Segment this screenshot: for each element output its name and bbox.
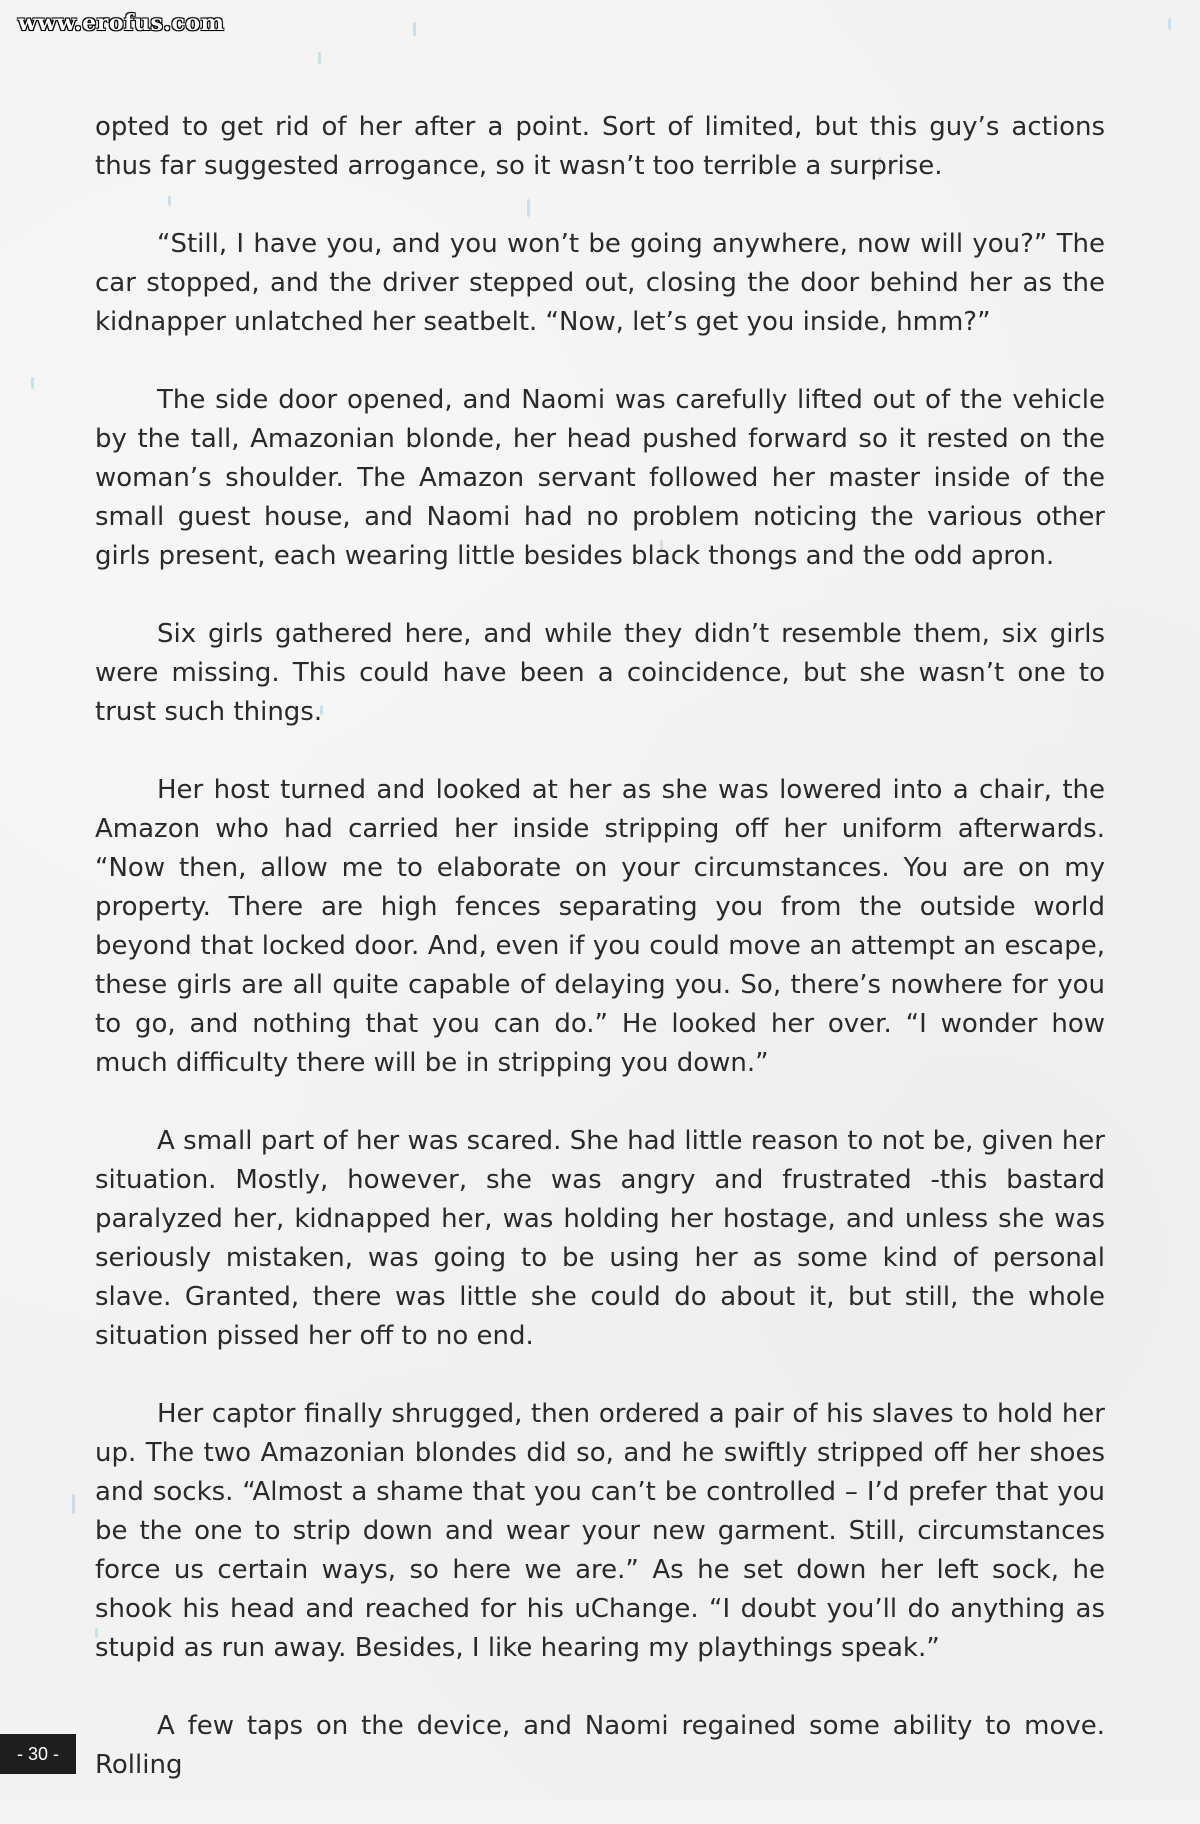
paragraph: opted to get rid of her after a point. Sort of limited, but this guy’s actions thus far suggested arrogance, so it wasn’t too terrible a surprise. <box>95 112 1105 181</box>
paragraph: Her host turned and looked at her as she was lowered into a chair, the Amazon who had carried her inside stripping off her uniform afterwards. “Now then, allow me to elaborate on your circumstances. You are on my property. There are high fences separating you from the outside world beyond that locked door. And, even if you could move an attempt an escape, these girls are all quite capable of delaying you. So, there’s nowhere for you to go, and nothing that you can do.” He looked her over. “I wonder how much difficulty there will be in stripping you down.” <box>95 775 1105 1078</box>
paragraph: Six girls gathered here, and while they didn’t resemble them, six girls were missing. This could have been a coincidence, but she wasn’t one to trust such things. <box>95 619 1105 727</box>
paper-speck <box>31 377 34 389</box>
paragraph: “Still, I have you, and you won’t be going anywhere, now will you?” The car stopped, and the driver stepped out, closing the door behind her as the kidnapper unlatched her seatbelt. “Now, let’s get you inside, hmm?” <box>95 229 1105 337</box>
watermark: www.erofus.com <box>18 10 225 36</box>
page-number: - 30 - <box>0 1734 76 1774</box>
paper-speck <box>1168 18 1171 30</box>
paragraph: Her captor finally shrugged, then ordered a pair of his slaves to hold her up. The two Amazonian blondes did so, and he swiftly stripped off her shoes and socks. “Almost a shame that you can’t be controlled – I’d prefer that you be the one to strip down and wear your new garment. Still, circumstances force us certain ways, so here we are.” As he set down her left sock, he shook his head and reached for his uChange. “I doubt you’ll do anything as stupid as run away. Besides, I like hearing my playthings speak.” <box>95 1399 1105 1663</box>
paragraph: A small part of her was scared. She had little reason to not be, given her situation. Mostly, however, she was angry and frustrated -this bastard paralyzed her, kidnapped her, was holding her hostage, and unless she was seriously mistaken, was going to be using her as some kind of personal slave. Granted, there was little she could do about it, but still, the whole situation pissed her off to no end. <box>95 1126 1105 1351</box>
paragraph: A few taps on the device, and Naomi regained some ability to move. Rolling <box>95 1711 1105 1780</box>
paragraph: The side door opened, and Naomi was carefully lifted out of the vehicle by the tall, Amazonian blonde, her head pushed forward so it rested on the woman’s shoulder. The Amazon servant followed her master inside of the small guest house, and Naomi had no problem noticing the various other girls present, each wearing little besides black thongs and the odd apron. <box>95 385 1105 571</box>
body-text <box>95 108 1105 1824</box>
paper-speck <box>72 1494 75 1514</box>
paper-speck <box>318 52 321 64</box>
paper-speck <box>413 22 416 36</box>
